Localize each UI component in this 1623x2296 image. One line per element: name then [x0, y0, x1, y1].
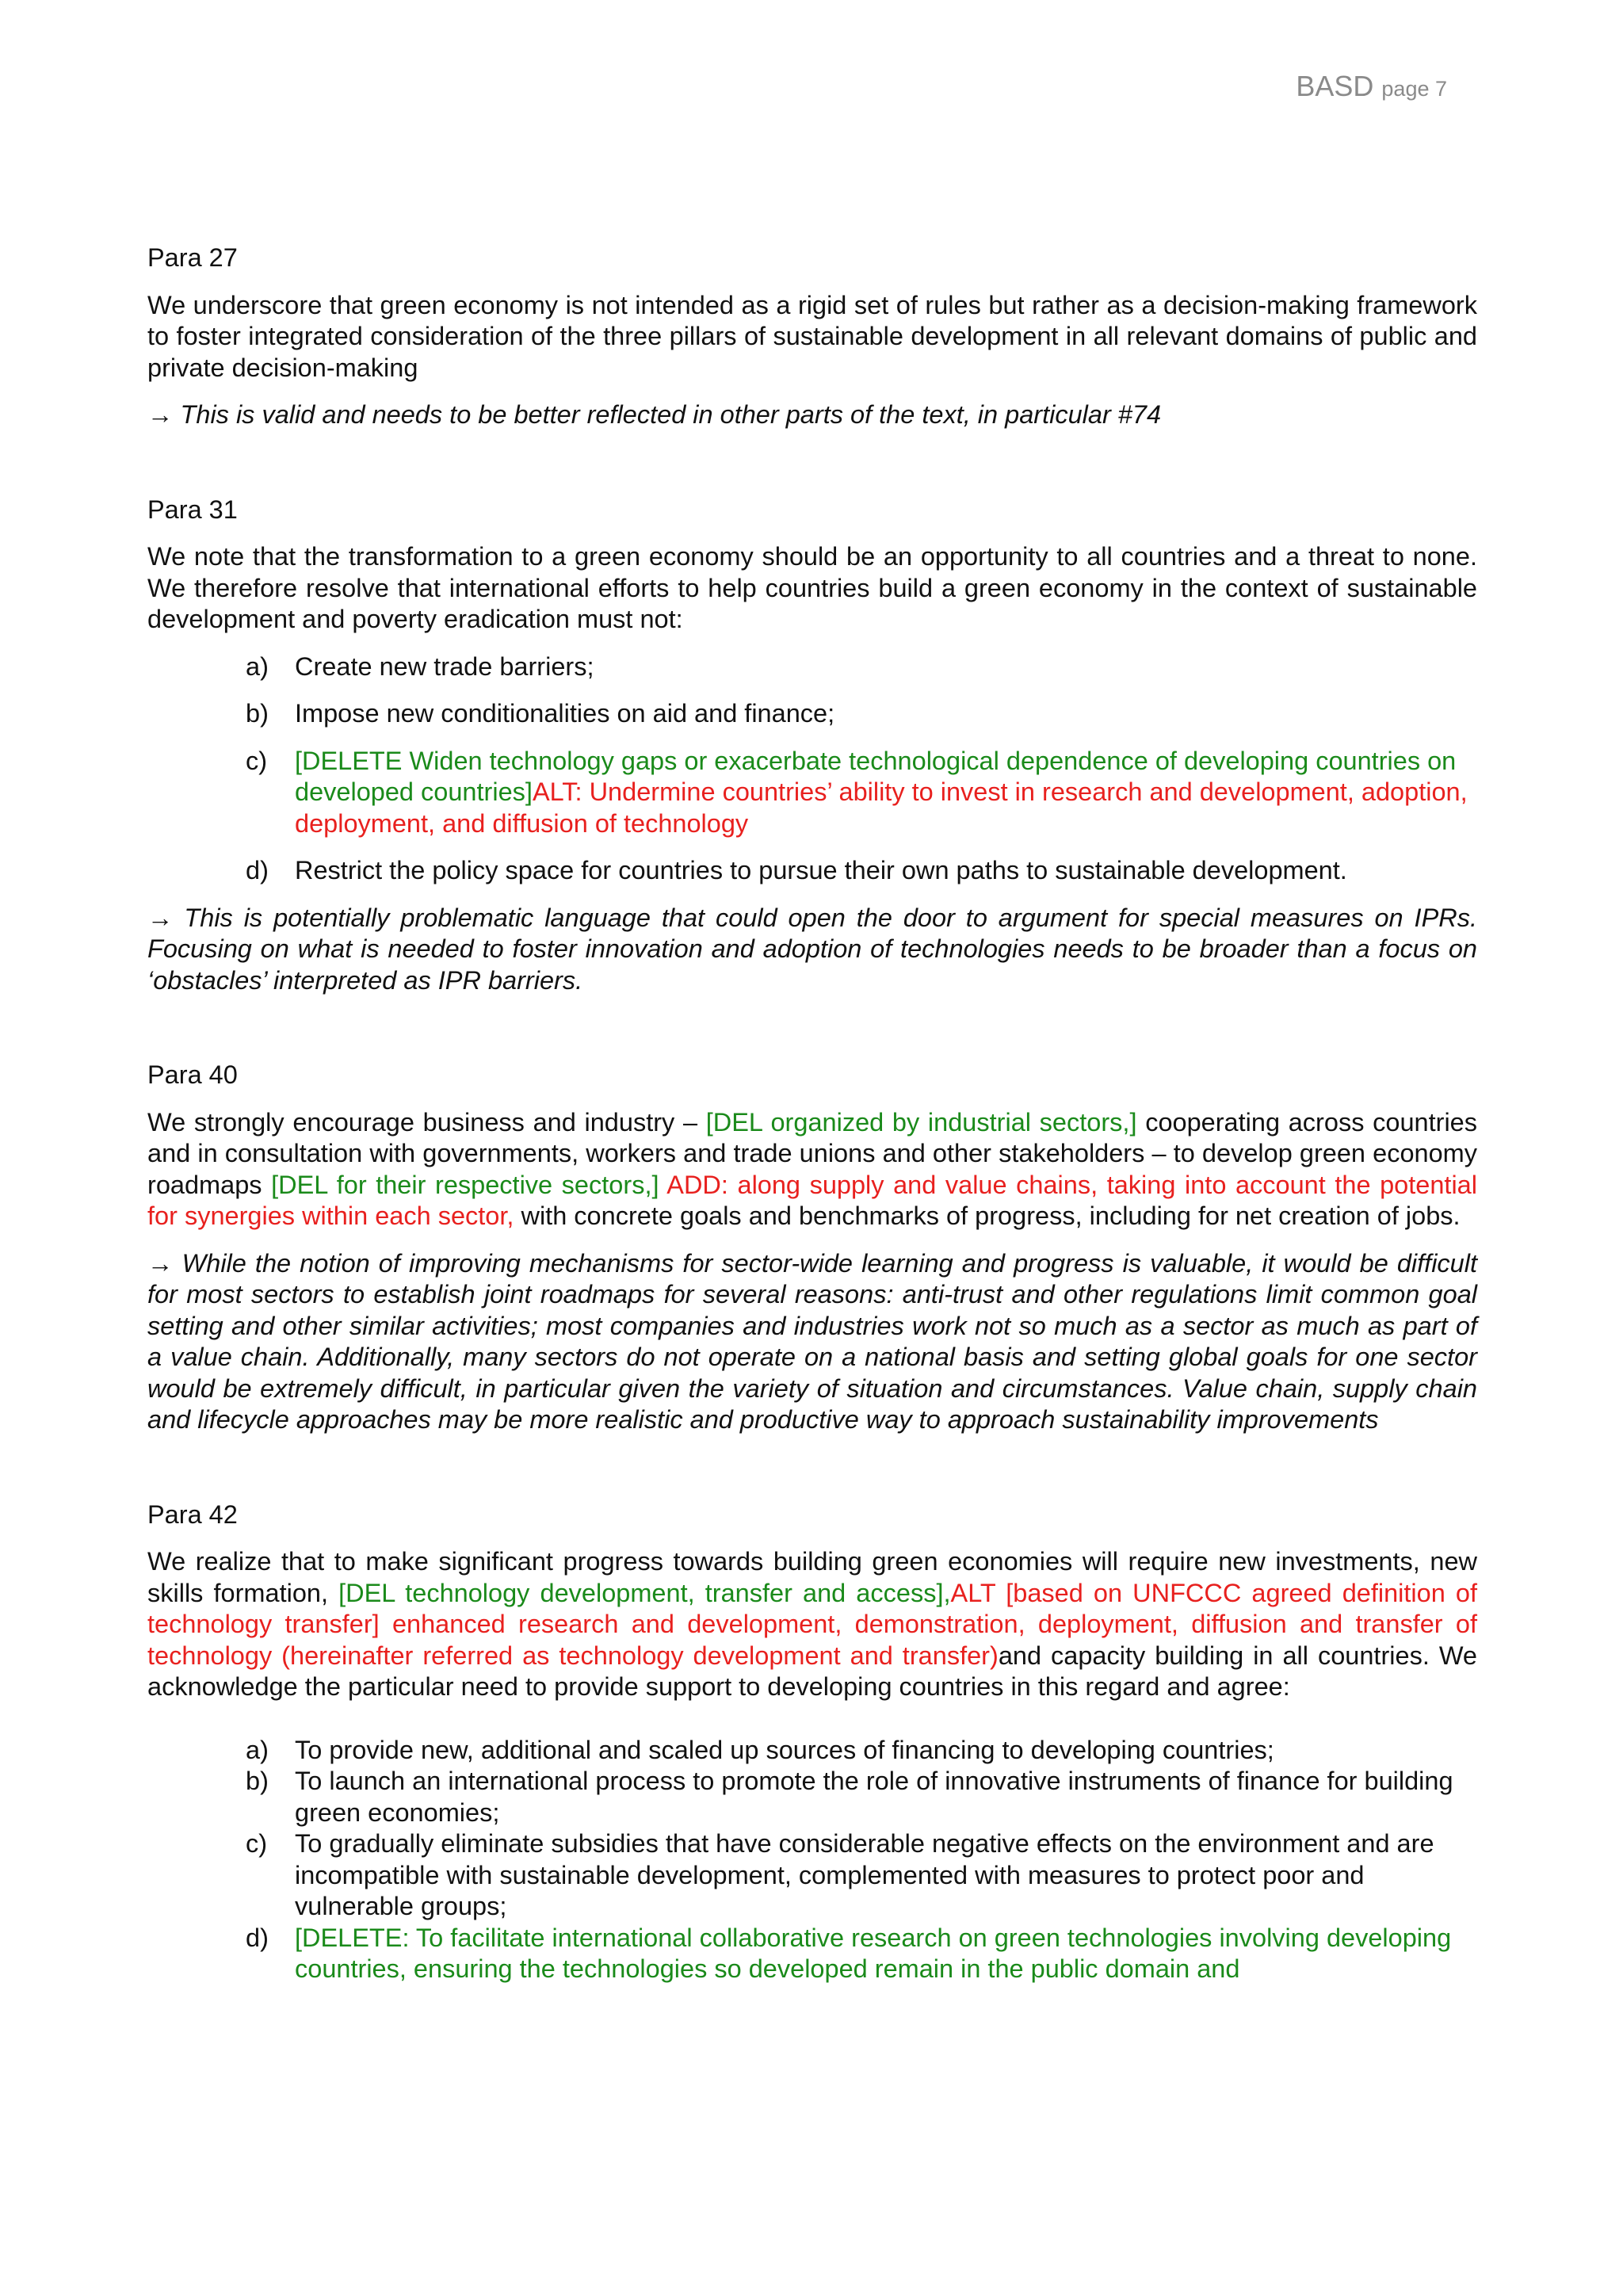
- deleted-text: [DELETE: To facilitate international collaborative research on green technologies involving developing countries, ensuring the technologies so developed remain in the public domain and: [295, 1923, 1452, 1983]
- deleted-text: [DELETE Widen technology gaps or exacerbate technological dependence of developing countries on developed countries]: [295, 746, 1457, 806]
- para-text: [147, 1546, 1477, 1703]
- text-run: We strongly encourage business and industry –: [147, 1107, 706, 1137]
- section-para-40: [147, 1060, 1477, 1436]
- alternative-text: ALT: Undermine countries’ ability to invest in research and development, adoption, deployment, and diffusion of technology: [295, 777, 1468, 838]
- list-marker: b): [246, 1767, 269, 1795]
- list-marker: b): [246, 699, 269, 728]
- list-item: [246, 1828, 1477, 1923]
- list-item: [246, 1923, 1477, 1985]
- comment-text: → This is potentially problematic language that could open the door to argument for special measures on IPRs. Focusing on what is needed to foster innovation and adoption of technologies needs to be broader than a focus on ‘obstacles’ interpreted as IPR barriers.: [147, 903, 1477, 995]
- text-run: with concrete goals and benchmarks of progress, including for net creation of jobs.: [514, 1201, 1461, 1230]
- spacer: [147, 1719, 1477, 1735]
- para-text: We underscore that green economy is not intended as a rigid set of rules but rather as a decision-making framework to foster integrated consideration of the three pillars of sustainable development in all relevant domains of public and private decision-making: [147, 290, 1477, 382]
- list-item-text: Restrict the policy space for countries to pursue their own paths to sustainable development.: [295, 856, 1347, 884]
- deleted-text: [DEL technology development, transfer and access],: [338, 1578, 951, 1607]
- list-marker: a): [246, 1735, 269, 1764]
- list-marker: c): [246, 746, 268, 775]
- header-title: BASD: [1296, 70, 1374, 102]
- para-heading: Para 27: [147, 243, 238, 272]
- para-heading: Para 40: [147, 1060, 238, 1089]
- text-run: cooperating across countries and in consultation with governments, workers and trade unions and other stakeholders – to develop green economy roadmaps: [147, 1107, 1478, 1199]
- deleted-text: [DEL organized by industrial sectors,]: [705, 1107, 1137, 1137]
- list-item: [246, 855, 1477, 887]
- list-item-text: Create new trade barriers;: [295, 651, 594, 681]
- text-run: and capacity building in all countries. We acknowledge the particular need to provide support to developing countries in this regard and agree:: [147, 1641, 1477, 1701]
- section-para-27: [147, 243, 1477, 431]
- para-heading: Para 42: [147, 1499, 238, 1529]
- para-text: [147, 1107, 1477, 1232]
- para-heading: Para 31: [147, 495, 238, 524]
- list-item-text: To gradually eliminate subsidies that have considerable negative effects on the environment and are incompatible with sustainable development, complemented with measures to protect poor and vulnerable groups;: [295, 1829, 1434, 1920]
- para-42-list: [147, 1735, 1477, 1985]
- para-31-list: [147, 651, 1477, 887]
- page-header: [1296, 70, 1447, 103]
- list-item-text: To provide new, additional and scaled up sources of financing to developing countries;: [295, 1735, 1274, 1764]
- text-run: We realize that to make significant progress towards building green economies will require new investments, new skills formation,: [147, 1547, 1477, 1607]
- comment-text: → This is valid and needs to be better reflected in other parts of the text, in particular #74: [147, 400, 1162, 429]
- list-item: [246, 651, 1477, 683]
- alternative-text: ALT [based on UNFCCC agreed definition of technology transfer] enhanced research and development, demonstration, deployment, diffusion and transfer of technology (hereinafter referred as technology development and transfer): [147, 1578, 1477, 1670]
- deleted-text: [DEL for their respective sectors,]: [271, 1170, 659, 1199]
- list-marker: d): [246, 1923, 269, 1952]
- added-text: ADD: along supply and value chains, taking into account the potential for synergies within each sector,: [147, 1170, 1477, 1230]
- document-body: [147, 243, 1477, 2049]
- para-text: We note that the transformation to a green economy should be an opportunity to all countries and a threat to none. We therefore resolve that international efforts to help countries build a green economy in the context of sustainable development and poverty eradication must not:: [147, 542, 1477, 633]
- header-page-label: page 7: [1381, 77, 1447, 101]
- list-item: [246, 746, 1477, 840]
- section-para-31: [147, 495, 1477, 997]
- list-item-text: To launch an international process to promote the role of innovative instruments of finance for building green economies;: [295, 1767, 1453, 1827]
- section-para-42: [147, 1499, 1477, 1985]
- comment-text: → While the notion of improving mechanisms for sector-wide learning and progress is valuable, it would be difficult for most sectors to establish joint roadmaps for several reasons: anti-trust and other regulations limit common goal setting and other similar activities; most companies and industries work not so much as a sector as much as part of a value chain. Additionally, many sectors do not operate on a national basis and setting global goals for one sector would be extremely difficult, in particular given the variety of situation and circumstances. Value chain, supply chain and lifecycle approaches may be more realistic and productive way to approach sustainability improvements: [147, 1248, 1477, 1434]
- list-item: [246, 1766, 1477, 1828]
- list-item-text: Impose new conditionalities on aid and finance;: [295, 699, 835, 728]
- list-marker: a): [246, 651, 269, 681]
- list-marker: d): [246, 856, 269, 884]
- list-item: [246, 1735, 1477, 1767]
- list-marker: c): [246, 1829, 268, 1858]
- list-item: [246, 698, 1477, 730]
